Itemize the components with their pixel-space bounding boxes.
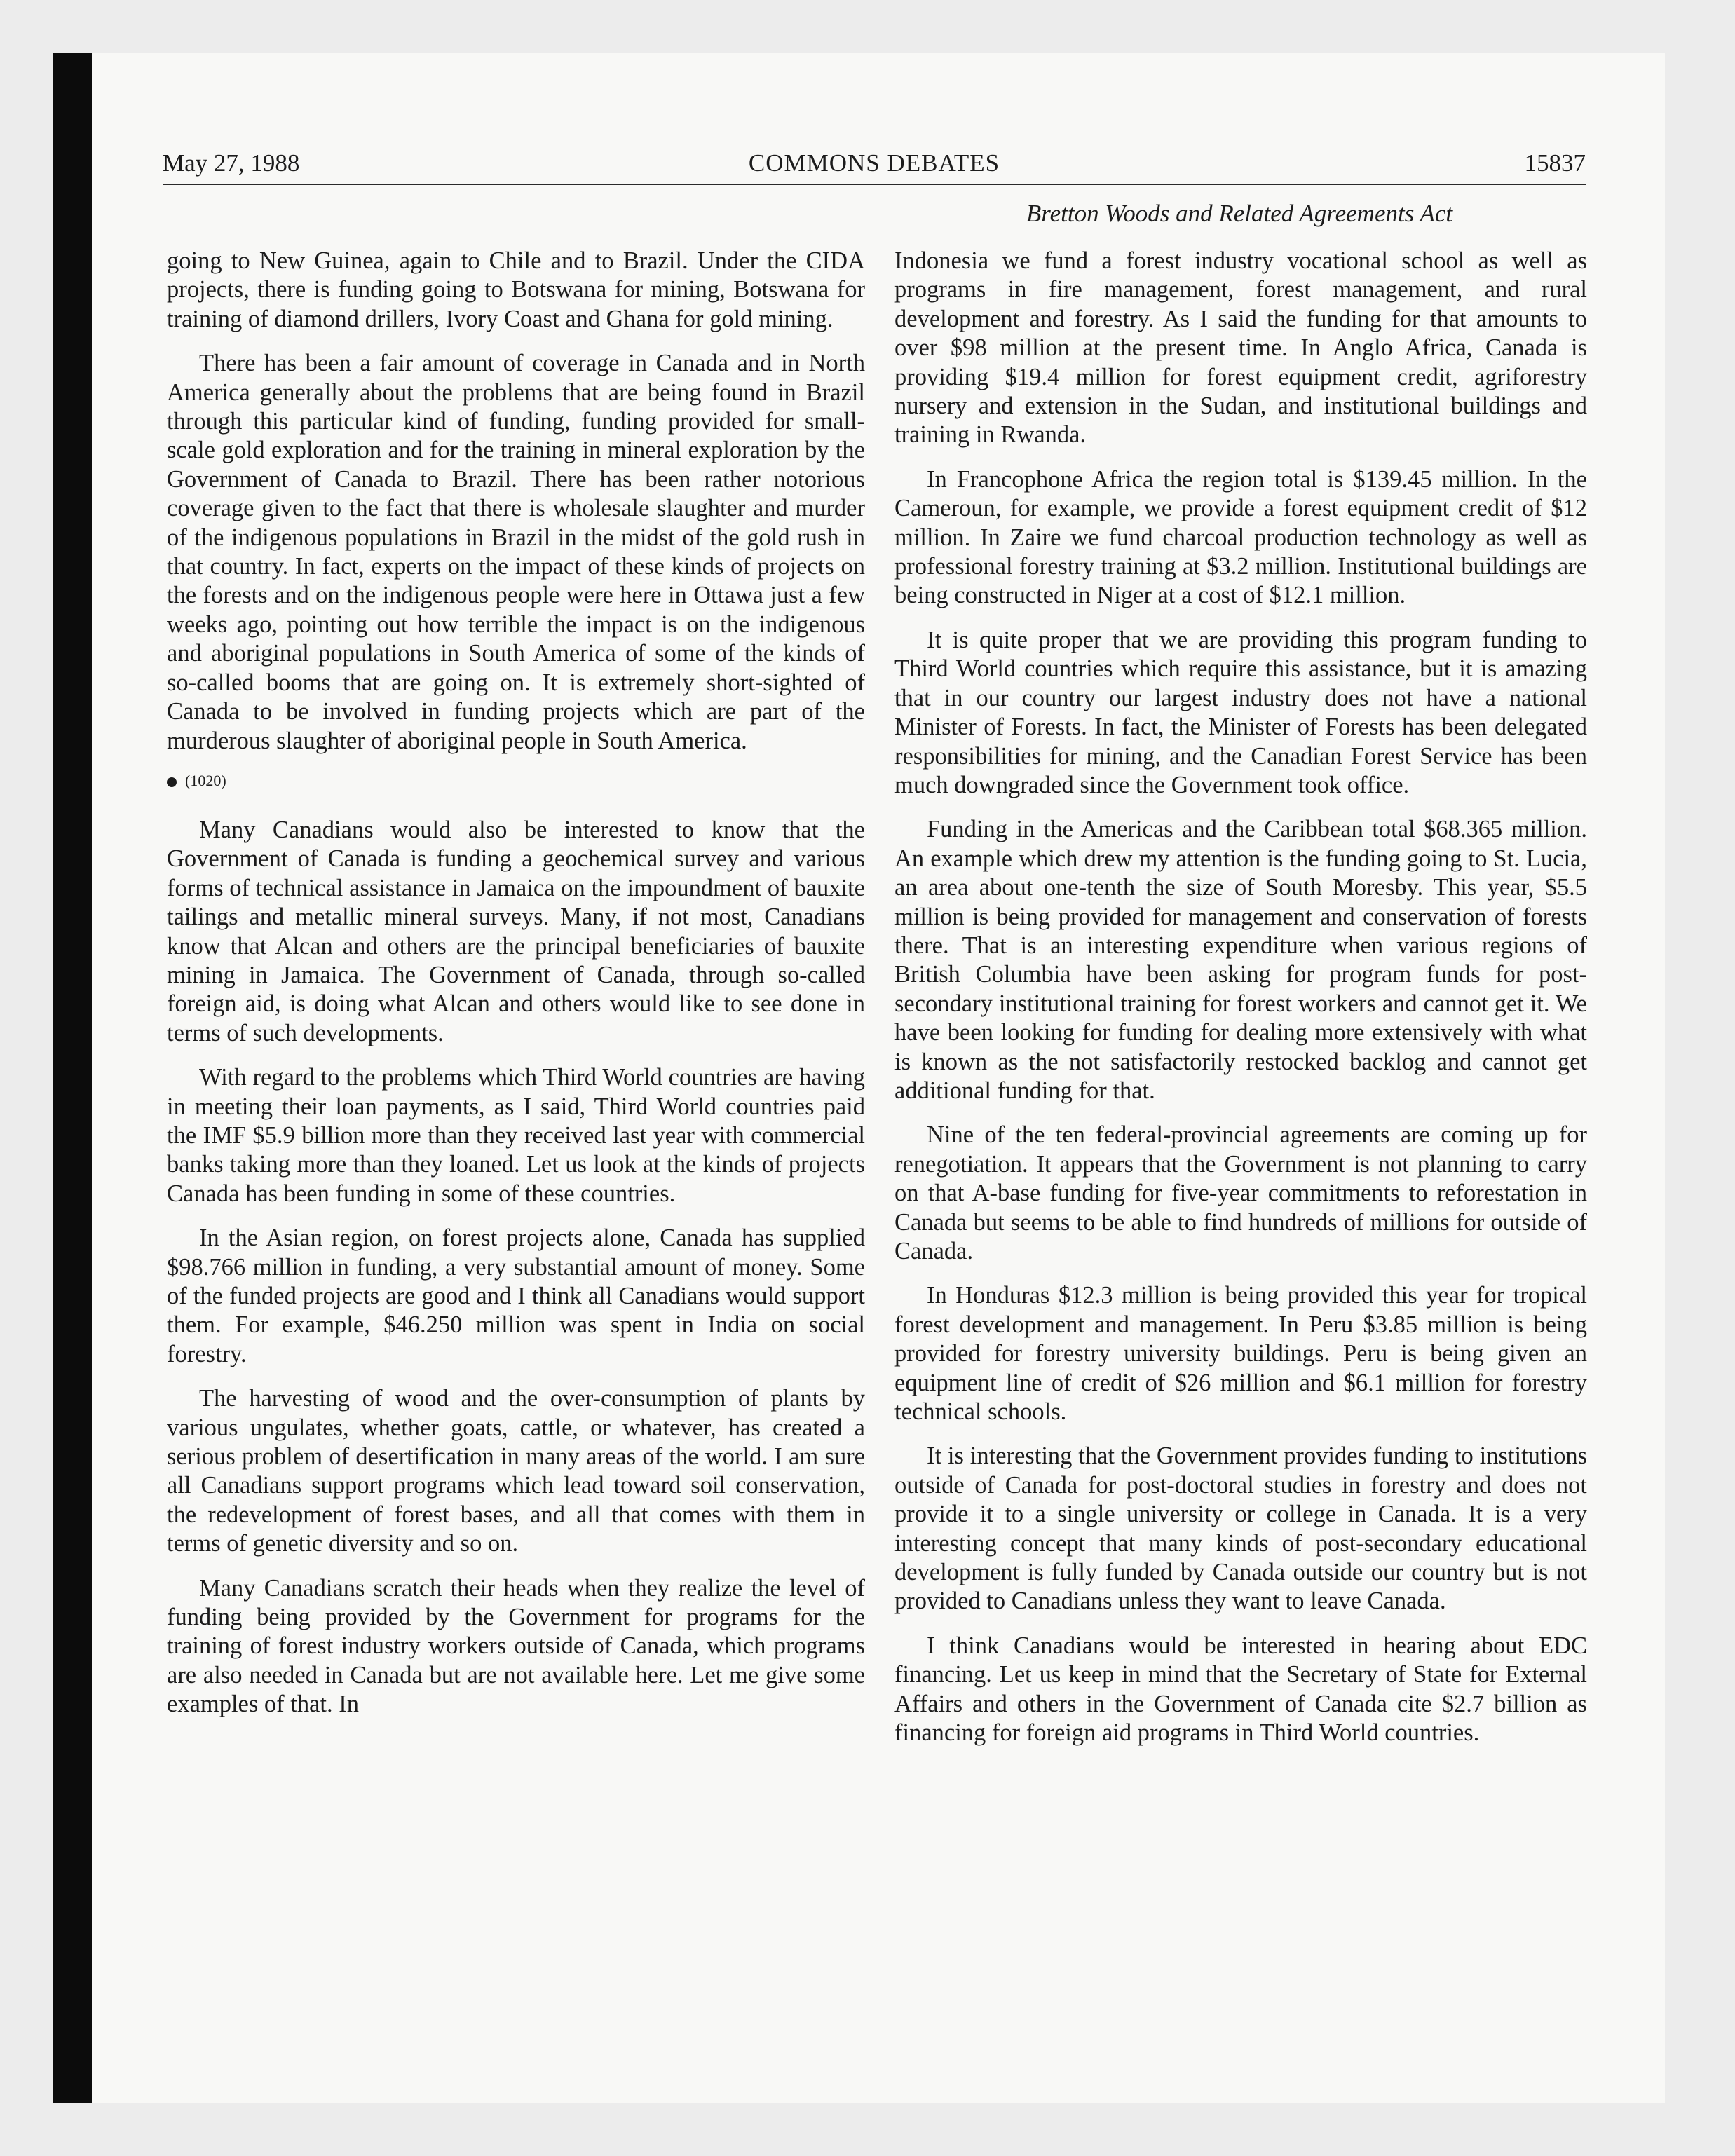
paragraph: Nine of the ten federal-provincial agreements are coming up for renegotiation. It appears that the Government is not planning to carry on that A-base funding for five-year commitments to reforestation in Canada but seems to be able to find hundreds of millions for outside of Canada. <box>894 1121 1587 1264</box>
time-marker <box>167 771 865 791</box>
paragraph: Many Canadians would also be interested to know that the Government of Canada is funding a geochemical survey and various forms of technical assistance in Jamaica on the impoundment of bauxite tailings and metallic mineral surveys. Many, if not most, Canadians know that Alcan and others are the principal beneficiaries of bauxite mining in Jamaica. The Government of Canada, through so-called foreign aid, is doing what Alcan and others would like to see done in terms of such developments. <box>167 816 865 1046</box>
time-marker-text: (1020) <box>185 771 226 789</box>
paragraph: With regard to the problems which Third World countries are having in meeting their loan payments, as I said, Third World countries paid the IMF $5.9 billion more than they received last year with commercial banks taking more than they loaned. Let us look at the kinds of projects Canada has been funding in some of these countries. <box>167 1064 865 1207</box>
left-column <box>167 247 865 1735</box>
right-column <box>894 247 1587 1763</box>
paragraph: There has been a fair amount of coverage in Canada and in North America generally about the problems that are being found in Brazil through this particular kind of funding, funding provided for small-scale gold exploration and for the training in mineral exploration by the Government of Canada to Brazil. There has been rather notorious coverage given to the fact that there is wholesale slaughter and murder of the indigenous populations in Brazil in the midst of the gold rush in that country. In fact, experts on the impact of these kinds of projects on the forests and on the indigenous people were here in Ottawa just a few weeks ago, pointing out how terrible the impact is on the indigenous and aboriginal populations in South America of some of the kinds of so-called booms that are going on. It is extremely short-sighted of Canada to be involved in funding projects which are part of the murderous slaughter of aboriginal people in South America. <box>167 350 865 754</box>
paragraph: In Honduras $12.3 million is being provided this year for tropical forest development and management. In Peru $3.85 million is being provided for forestry university buildings. Peru is being given an equipment line of credit of $26 million and $6.1 million for forestry technical schools. <box>894 1282 1587 1426</box>
header-page-number: 15837 <box>1524 149 1586 177</box>
section-title: Bretton Woods and Related Agreements Act <box>1026 200 1453 227</box>
bullet-dot-icon <box>167 777 177 787</box>
paragraph: The harvesting of wood and the over-consumption of plants by various ungulates, whether goats, cattle, or whatever, has created a serious problem of desertification in many areas of the world. I am sure all Canadians support programs which lead toward soil conservation, the redevelopment of forest bases, and all that comes with them in terms of genetic diversity and so on. <box>167 1385 865 1557</box>
paragraph: Many Canadians scratch their heads when they realize the level of funding being provided by the Government for programs for the training of forest industry workers outside of Canada, which programs are also needed in Canada but are not available here. Let me give some examples of that. In <box>167 1574 865 1718</box>
paragraph: I think Canadians would be interested in hearing about EDC financing. Let us keep in mind that the Secretary of State for External Affairs and others in the Government of Canada cite $2.7 billion as financing for foreign aid programs in Third World countries. <box>894 1632 1587 1747</box>
paragraph: In the Asian region, on forest projects alone, Canada has supplied $98.766 million in funding, a very substantial amount of money. Some of the funded projects are good and I think all Canadians would support them. For example, $46.250 million was spent in India on social forestry. <box>167 1224 865 1367</box>
paragraph: Indonesia we fund a forest industry vocational school as well as programs in fire management, forest management, and rural development and forestry. As I said the funding for that amounts to over $98 million at the present time. In Anglo Africa, Canada is providing $19.4 million for forest equipment credit, agriforestry nursery and extension in the Sudan, and institutional buildings and training in Rwanda. <box>894 247 1587 449</box>
paragraph: It is quite proper that we are providing this program funding to Third World countries which require this assistance, but it is amazing that in our country our largest industry does not have a national Minister of Forests. In fact, the Minister of Forests has been delegated responsibilities for mining, and the Canadian Forest Service has been much downgraded since the Government took office. <box>894 626 1587 798</box>
running-head <box>163 146 1586 185</box>
header-date: May 27, 1988 <box>163 149 300 177</box>
scan-binding-edge <box>53 53 92 2103</box>
paragraph: going to New Guinea, again to Chile and to Brazil. Under the CIDA projects, there is funding going to Botswana for mining, Botswana for training of diamond drillers, Ivory Coast and Ghana for gold mining. <box>167 247 865 332</box>
paragraph: Funding in the Americas and the Caribbean total $68.365 million. An example which drew my attention is the funding going to St. Lucia, an area about one-tenth the size of South Moresby. This year, $5.5 million is being provided for management and conservation of forests there. That is an interesting expenditure when various regions of British Columbia have been asking for program funds for post-secondary institutional training for forest workers and cannot get it. We have been looking for funding for dealing more extensively with what is known as the not satisfactorily restocked backlog and cannot get additional funding for that. <box>894 816 1587 1104</box>
header-publication: COMMONS DEBATES <box>748 149 1000 177</box>
paragraph: It is interesting that the Government provides funding to institutions outside of Canada for post-doctoral studies in forestry and does not provide it to a single university or college in Canada. It is a very interesting concept that many kinds of post-secondary educational development is fully funded by Canada outside our country but is not provided to Canadians unless they want to leave Canada. <box>894 1442 1587 1615</box>
paragraph: In Francophone Africa the region total is $139.45 million. In the Cameroun, for example, we provide a forest equipment credit of $12 million. In Zaire we fund charcoal production technology as well as professional forestry training at $3.2 million. Institutional buildings are being constructed in Niger at a cost of $12.1 million. <box>894 465 1587 609</box>
